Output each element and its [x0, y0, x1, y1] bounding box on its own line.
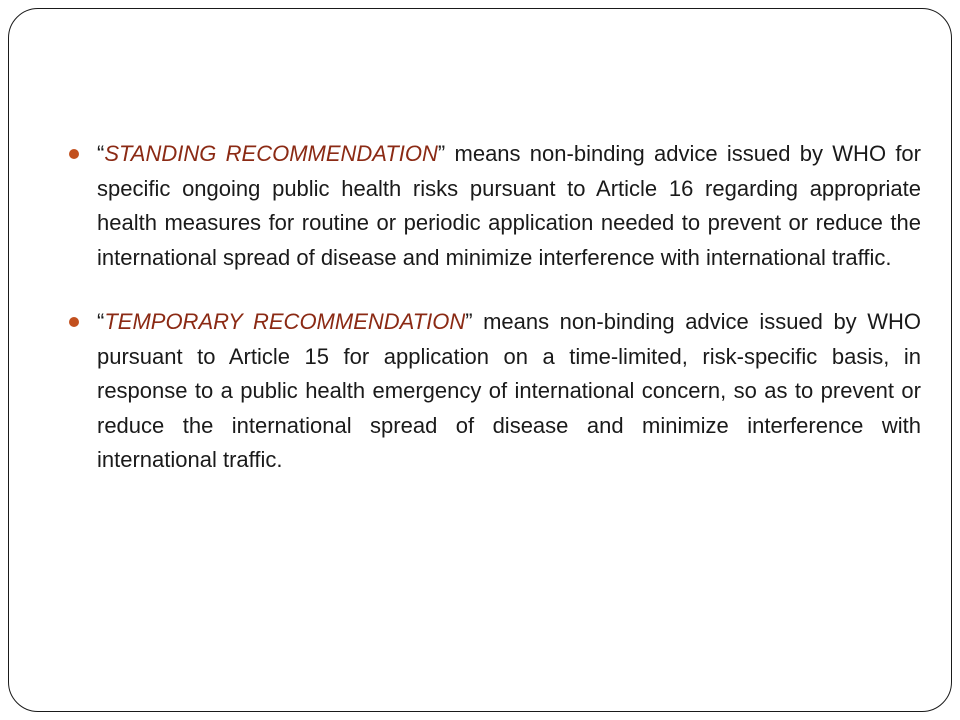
- definition-item-standing: [69, 137, 921, 275]
- bullet-dot-icon: [69, 317, 79, 327]
- definition-list: [69, 137, 921, 508]
- open-quote: “: [97, 141, 105, 166]
- definition-text: means non-binding advice issued by WHO pursuant to Article 15 for application on a time-limited, risk-specific basis, in response to a public health emergency of international concern, so as to prevent or reduce the international spread of disease and minimize interference with international traffic.: [97, 309, 921, 472]
- close-quote: ”: [437, 141, 446, 166]
- defined-term: TEMPORARY RECOMMENDATION: [104, 309, 466, 334]
- bullet-dot-icon: [69, 149, 79, 159]
- definition-text: means non-binding advice issued by WHO for specific ongoing public health risks pursuant to Article 16 regarding appropriate health measures for routine or periodic application needed to prevent or reduce the international spread of disease and minimize interference with international traffic.: [97, 141, 921, 270]
- definition-item-temporary: [69, 305, 921, 478]
- slide-frame: [8, 8, 952, 712]
- close-quote: ”: [465, 309, 473, 334]
- open-quote: “: [97, 309, 105, 334]
- defined-term: STANDING RECOMMENDATION: [104, 141, 438, 166]
